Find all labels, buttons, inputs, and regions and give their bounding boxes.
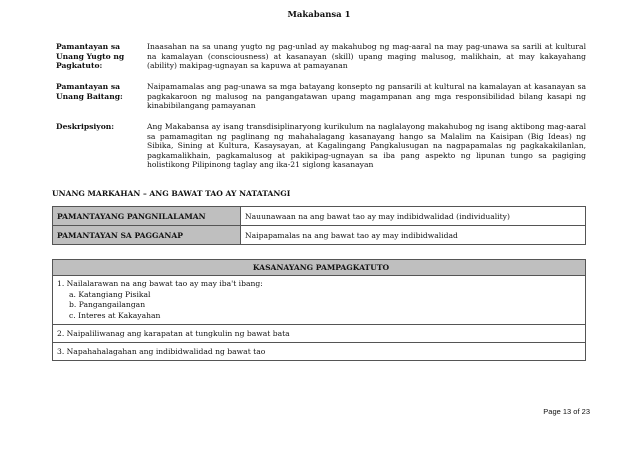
label-line: Unang Baitang: <box>56 91 123 101</box>
section-heading: UNANG MARKAHAN – ANG BAWAT TAO AY NATATANGI <box>52 189 291 198</box>
competency-subitem: c. Interes at Kakayahan <box>69 310 161 320</box>
competency-item-1 <box>53 276 586 325</box>
definition-text: Naipamamalas ang pag-unawa sa mga batayang konsepto ng pansarili at kultural na kamalayan at kasanayan sa pagkakaroon ng malusog na pangangatawan upang magampanan ang mga responsibilidad bilang kasapi ng kinabibilangang pamayanan <box>147 82 586 111</box>
definition-text: Inaasahan na sa unang yugto ng pag-unlad ay makahubog ng mag-aaral na may pag-unawa sa sarili at kultural na kamalayan (consciousness) at kasanayan (skill) upang maging malusog, malikhain, at may kakayahang (ability) makipag-ugnayan sa kapuwa at pamayanan <box>147 42 586 71</box>
standard-value: Nauunawaan na ang bawat tao ay may indibidwalidad (individuality) <box>241 207 586 226</box>
table-row <box>53 226 586 245</box>
page-number: Page 13 of 23 <box>543 407 590 416</box>
page-title: Makabansa 1 <box>287 10 351 20</box>
label-line: Pamantayan sa <box>56 42 121 51</box>
definition-text: Ang Makabansa ay isang transdisiplinaryong kurikulum na naglalayong makahubog ng isang aktibong mag-aaral sa pamamagitan ng paglinang ng mahahalagang kasanayang hango sa Malalim na Kaisipan (Big Ideas) ng Sibika, Sining at Kultura, Kasaysayan, at Kagalingang Pangkalusugan na nagpapamalas ng pagkakakilanlan, pagkamalikhain, pagkamalusog at pakikipag-ugnayan sa iba pang aspekto ng lipunan tungo sa pagiging holistikong Pilipinong taglay ang ika-21 siglong kasanayan <box>147 122 586 170</box>
competency-subitem: a. Katangiang Pisikal <box>69 289 151 299</box>
competencies-header: KASANAYANG PAMPAGKATUTO <box>53 260 586 276</box>
table-header-row <box>53 260 586 276</box>
label-line: Unang Yugto ng <box>56 51 125 61</box>
definition-label <box>56 82 141 101</box>
standard-value: Naipapamalas na ang bawat tao ay may indibidwalidad <box>241 226 586 245</box>
table-row <box>53 325 586 343</box>
table-row <box>53 207 586 226</box>
definition-label <box>56 42 141 71</box>
label-line: Deskripsiyon: <box>56 122 115 131</box>
standard-label: PAMANTAYAN SA PAGGANAP <box>53 226 241 245</box>
competencies-table <box>52 259 586 361</box>
table-row <box>53 343 586 361</box>
competency-item-2: 2. Naipaliliwanag ang karapatan at tungkulin ng bawat bata <box>53 325 586 343</box>
competency-item-3: 3. Napahahalagahan ang indibidwalidad ng bawat tao <box>53 343 586 361</box>
label-line: Pamantayan sa <box>56 82 121 91</box>
standard-label: PAMANTAYANG PANGNILALAMAN <box>53 207 241 226</box>
definition-label <box>56 122 141 132</box>
standards-table <box>52 206 586 245</box>
table-row <box>53 276 586 325</box>
competency-subitem: b. Pangangailangan <box>69 300 146 309</box>
label-line: Pagkatuto: <box>56 61 103 71</box>
competency-text: 1. Nailalarawan na ang bawat tao ay may iba't ibang: <box>57 279 263 288</box>
